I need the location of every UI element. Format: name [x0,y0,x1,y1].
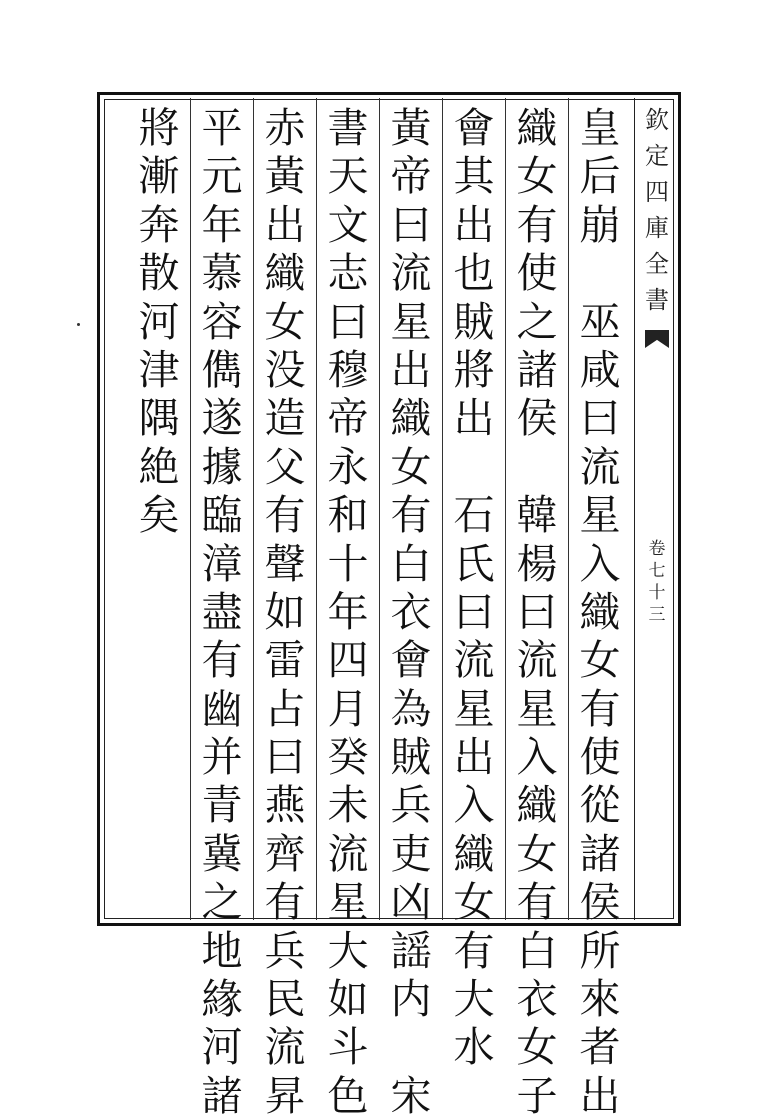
glyph: 曰 [453,587,495,636]
glyph: 出 [579,1071,621,1120]
glyph: 織 [579,587,621,636]
glyph: 和 [327,491,369,540]
glyph: 織 [264,249,306,298]
glyph: 入 [516,733,558,782]
glyph: 入 [579,539,621,588]
glyph: 織 [390,394,432,443]
glyph: 色 [327,1071,369,1120]
glyph: 内 [390,975,432,1024]
glyph: 遂 [201,394,243,443]
glyph: 黃 [390,104,432,152]
glyph: 流 [453,636,495,685]
glyph: 庫 [645,214,669,242]
glyph: 月 [327,684,369,733]
glyph: 咸 [579,345,621,394]
glyph: 如 [327,975,369,1024]
glyph: 全 [645,250,669,278]
glyph: 四 [327,636,369,685]
glyph: 容 [201,297,243,346]
glyph: 津 [138,345,180,394]
glyph: 之 [516,297,558,346]
glyph: 出 [390,345,432,394]
glyph: 父 [264,442,306,491]
column-rule [253,98,254,920]
glyph: 大 [453,975,495,1024]
glyph: 所 [579,926,621,975]
glyph: 流 [264,1023,306,1072]
glyph: 有 [579,684,621,733]
glyph: 漳 [201,539,243,588]
glyph: 斗 [327,1023,369,1072]
glyph: 欽 [645,106,669,134]
glyph: 冀 [201,829,243,878]
glyph: 年 [327,587,369,636]
glyph: 燕 [264,781,306,830]
center-margin [634,98,677,920]
glyph: 未 [327,781,369,830]
glyph: 天 [327,152,369,201]
glyph: 文 [327,200,369,249]
glyph: 侯 [516,394,558,443]
glyph: 如 [264,587,306,636]
glyph: 出 [453,394,495,443]
glyph: 白 [390,539,432,588]
glyph: 流 [327,829,369,878]
column-rule [568,98,569,920]
glyph: 没 [264,345,306,394]
text-column [383,104,439,1120]
glyph: 會 [390,636,432,685]
glyph: 出 [453,733,495,782]
glyph: 流 [516,636,558,685]
text-column [257,104,313,1120]
glyph: 來 [579,975,621,1024]
glyph: 楊 [516,539,558,588]
glyph: 也 [453,249,495,298]
glyph: 后 [579,152,621,201]
glyph: 帝 [327,394,369,443]
glyph: 年 [201,200,243,249]
glyph: 之 [201,878,243,927]
glyph: 絶 [138,442,180,491]
glyph: 為 [390,684,432,733]
glyph: 盡 [201,587,243,636]
glyph: 穆 [327,345,369,394]
glyph: 子 [516,1071,558,1120]
glyph: 幽 [201,684,243,733]
glyph: 星 [327,878,369,927]
glyph: 巫 [579,297,621,346]
glyph: 奔 [138,200,180,249]
text-column [509,104,565,1120]
glyph: 曰 [327,297,369,346]
glyph: 隅 [138,394,180,443]
glyph: 女 [264,297,306,346]
glyph: 據 [201,442,243,491]
glyph: 石 [453,491,495,540]
glyph: 十 [648,583,666,603]
glyph [383,1023,439,1071]
glyph: 曰 [516,587,558,636]
glyph: 衣 [516,975,558,1024]
glyph: 星 [579,491,621,540]
glyph: 平 [201,104,243,152]
glyph: 曰 [264,733,306,782]
glyph: 齊 [264,829,306,878]
glyph: 流 [390,249,432,298]
text-column [572,104,628,1120]
margin-juan-number [643,538,671,626]
glyph: 織 [516,104,558,152]
glyph: 吏 [390,829,432,878]
glyph: 占 [264,684,306,733]
glyph: 者 [579,1023,621,1072]
glyph: 慕 [201,249,243,298]
glyph: 白 [516,926,558,975]
glyph: 星 [516,684,558,733]
glyph: 地 [201,926,243,975]
glyph: 織 [453,829,495,878]
text-column [446,104,502,1072]
column-rule [316,98,317,920]
column-rule [379,98,380,920]
glyph: 書 [327,104,369,152]
glyph: 緣 [201,975,243,1024]
glyph: 女 [516,829,558,878]
glyph: 四 [645,178,669,206]
glyph: 星 [390,297,432,346]
text-column [320,104,376,1120]
column-rule [442,98,443,920]
glyph: 儁 [201,345,243,394]
glyph: 永 [327,442,369,491]
glyph: 使 [579,733,621,782]
glyph: 水 [453,1023,495,1072]
glyph: 出 [264,200,306,249]
glyph: 十 [327,539,369,588]
glyph: 星 [453,684,495,733]
glyph: 諸 [201,1071,243,1120]
glyph: 衣 [390,587,432,636]
glyph: 造 [264,394,306,443]
glyph: 有 [516,200,558,249]
glyph: 定 [645,142,669,170]
column-rule [505,98,506,920]
glyph: 諸 [579,829,621,878]
glyph: 有 [264,878,306,927]
glyph: 有 [453,926,495,975]
glyph: 流 [579,442,621,491]
glyph: 散 [138,249,180,298]
glyph: 臨 [201,491,243,540]
glyph: 聲 [264,539,306,588]
glyph: 帝 [390,152,432,201]
glyph: 女 [579,636,621,685]
glyph: 青 [201,781,243,830]
glyph: 賊 [453,297,495,346]
glyph: 氏 [453,539,495,588]
glyph: 書 [645,286,669,314]
glyph: 將 [453,345,495,394]
column-rule [190,98,191,920]
glyph: 侯 [579,878,621,927]
glyph: 志 [327,249,369,298]
ink-speck [77,323,80,326]
glyph: 黃 [264,152,306,201]
glyph [509,443,565,491]
glyph: 大 [327,926,369,975]
glyph: 并 [201,733,243,782]
glyph: 有 [264,491,306,540]
glyph: 入 [453,781,495,830]
glyph: 皇 [579,104,621,152]
glyph: 卷 [648,539,666,559]
glyph: 癸 [327,733,369,782]
glyph [446,443,502,491]
glyph: 七 [648,561,666,581]
glyph: 諸 [516,345,558,394]
glyph: 其 [453,152,495,201]
glyph: 有 [201,636,243,685]
glyph [572,249,628,297]
glyph: 出 [453,200,495,249]
glyph: 宋 [390,1071,432,1120]
glyph: 昇 [264,1071,306,1120]
glyph: 曰 [579,394,621,443]
glyph: 赤 [264,104,306,152]
glyph: 矣 [138,491,180,540]
glyph: 民 [264,975,306,1024]
glyph: 曰 [390,200,432,249]
glyph: 從 [579,781,621,830]
text-column [194,104,250,1120]
glyph: 女 [516,152,558,201]
glyph: 女 [390,442,432,491]
glyph: 漸 [138,152,180,201]
glyph: 雷 [264,636,306,685]
glyph: 織 [516,781,558,830]
glyph: 使 [516,249,558,298]
glyph: 兵 [390,781,432,830]
glyph: 會 [453,104,495,152]
glyph: 韓 [516,491,558,540]
glyph: 河 [201,1023,243,1072]
glyph: 將 [138,104,180,152]
glyph: 女 [516,1023,558,1072]
glyph: 元 [201,152,243,201]
glyph: 崩 [579,200,621,249]
text-column [131,104,187,540]
glyph: 謡 [390,926,432,975]
glyph: 有 [390,491,432,540]
glyph: 河 [138,297,180,346]
glyph: 兵 [264,926,306,975]
glyph: 女 [453,878,495,927]
glyph: 賊 [390,733,432,782]
margin-book-title [643,102,671,318]
glyph: 凶 [390,878,432,927]
glyph: 三 [648,605,666,625]
glyph: 有 [516,878,558,927]
